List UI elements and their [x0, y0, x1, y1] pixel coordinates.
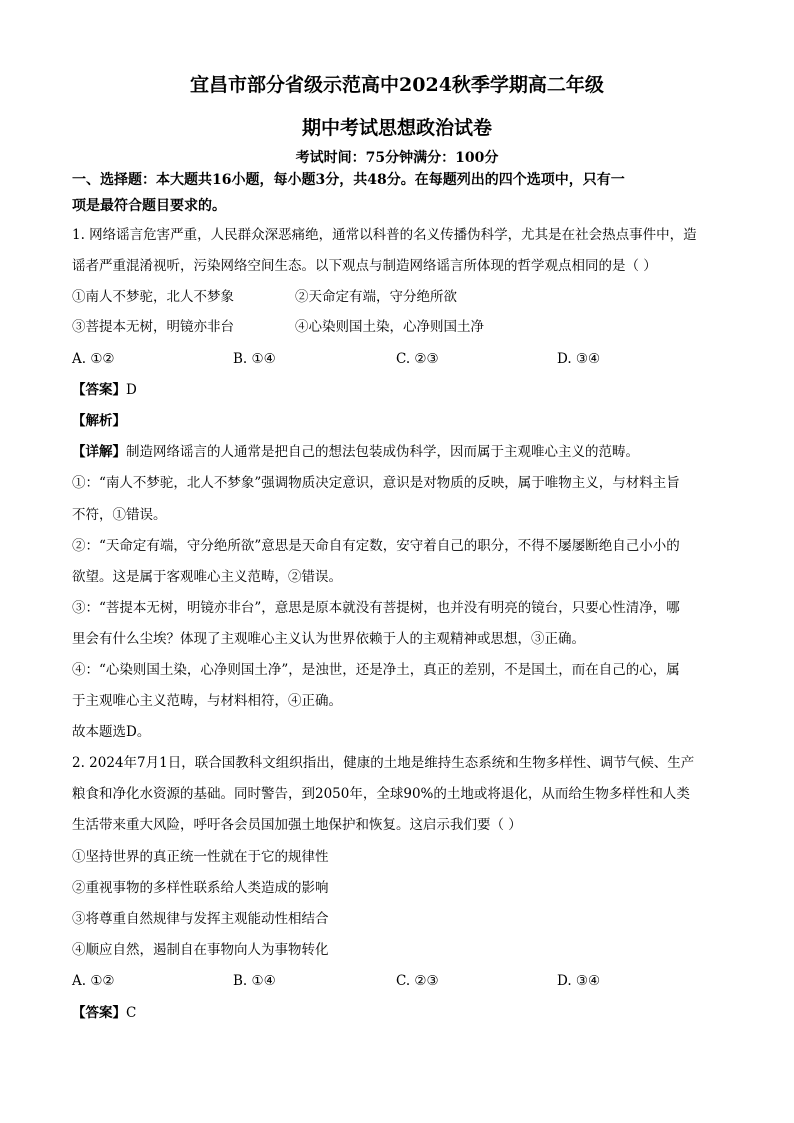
section-intro-line2: 项是最符合题目要求的。 [72, 198, 226, 214]
exam-info: 考试时间：75分钟满分：100分 [295, 150, 499, 166]
exam-title-line2: 期中考试思想政治试卷 [301, 117, 492, 139]
q2-item-2: ②重视事物的多样性联系给人类造成的影响 [72, 880, 329, 896]
section-intro-line1: 一、选择题：本大题共16小题，每小题3分，共48分。在每题列出的四个选项中，只有一 [72, 172, 625, 188]
q1-choice-a: A. ①② [72, 351, 115, 367]
q2-item-1: ①坚持世界的真正统一性就在于它的规律性 [72, 849, 329, 865]
q2-choice-d: D. ③④ [557, 973, 601, 989]
q1-explanation-line: 里会有什么尘埃？体现了主观唯心主义认为世界依赖于人的主观精神或思想，③正确。 [72, 631, 585, 647]
q2-answer-label: 【答案】 [72, 1005, 126, 1021]
q2-choice-a: A. ①② [72, 973, 115, 989]
q2-stem-line: 生活带来重大风险，呼吁各会员国加强土地保护和恢复。这启示我们要（ ） [72, 817, 522, 833]
q1-explanation-line: 欲望。这是属于客观唯心主义范畴，②错误。 [72, 569, 342, 585]
q1-analysis [72, 412, 126, 430]
q1-answer-value: D [126, 382, 137, 398]
q1-explanation-line: 故本题选D。 [72, 724, 151, 740]
q2-item-4: ④顺应自然，遏制自在事物向人为事物转化 [72, 942, 329, 958]
q1-detail [72, 443, 639, 461]
q1-choice-d: D. ③④ [557, 351, 601, 367]
q1-stem-line1: 1. 网络谣言危害严重，人民群众深恶痛绝，通常以科普的名义传播伪科学，尤其是在社会热点事件中，造 [72, 227, 697, 243]
q1-explanation-line: ④：“心染则国土染，心净则国土净”，是浊世，还是净土，真正的差别，不是国土，而在自己的心，属 [72, 662, 680, 678]
q2-answer-value: C [126, 1005, 137, 1021]
q2-stem-line: 粮食和净化水资源的基础。同时警告，到2050年，全球90%的土地或将退化，从而给生物多样性和人类 [72, 786, 690, 802]
q1-item-1: ①南人不梦驼，北人不梦象 [72, 289, 234, 305]
q1-explanation-line: ③：“菩提本无树，明镜亦非台”，意思是原本就没有菩提树，也并没有明亮的镜台，只要心性清净，哪 [72, 600, 680, 616]
q1-detail-label: 【详解】 [72, 444, 126, 460]
q1-item-4: ④心染则国土染，心净则国土净 [295, 319, 484, 335]
q1-answer [72, 381, 137, 399]
q1-item-2: ②天命定有端，守分绝所欲 [295, 289, 457, 305]
q2-choice-b: B. ①④ [233, 973, 276, 989]
q1-stem-line2: 谣者严重混淆视听，污染网络空间生态。以下观点与制造网络谣言所体现的哲学观点相同的是（ ） [72, 258, 657, 274]
q1-choice-c: C. ②③ [396, 351, 439, 367]
exam-title-line1: 宜昌市部分省级示范高中2024秋季学期高二年级 [190, 74, 604, 96]
q1-answer-label: 【答案】 [72, 382, 126, 398]
q1-detail-text: 制造网络谣言的人通常是把自己的想法包装成伪科学，因而属于主观唯心主义的范畴。 [126, 444, 639, 460]
q1-explanation-line: ①：“南人不梦驼，北人不梦象”强调物质决定意识，意识是对物质的反映，属于唯物主义，与材料主旨 [72, 475, 680, 491]
q1-explanation-line: ②：“天命定有端，守分绝所欲”意思是天命自有定数，安守着自己的职分，不得不屡屡断绝自己小小的 [72, 538, 680, 554]
q2-choice-c: C. ②③ [396, 973, 439, 989]
q1-analysis-label: 【解析】 [72, 413, 126, 429]
q2-stem-line: 2. 2024年7月1日，联合国教科文组织指出，健康的土地是维持生态系统和生物多样性、调节气候、生产 [72, 755, 695, 771]
q2-answer [72, 1004, 136, 1022]
q1-explanation-line: 于主观唯心主义范畴，与材料相符，④正确。 [72, 693, 342, 709]
q2-item-3: ③将尊重自然规律与发挥主观能动性相结合 [72, 911, 329, 927]
q1-item-3: ③菩提本无树，明镜亦非台 [72, 319, 234, 335]
q1-choice-b: B. ①④ [233, 351, 276, 367]
q1-explanation-line: 不符，①错误。 [72, 507, 167, 523]
